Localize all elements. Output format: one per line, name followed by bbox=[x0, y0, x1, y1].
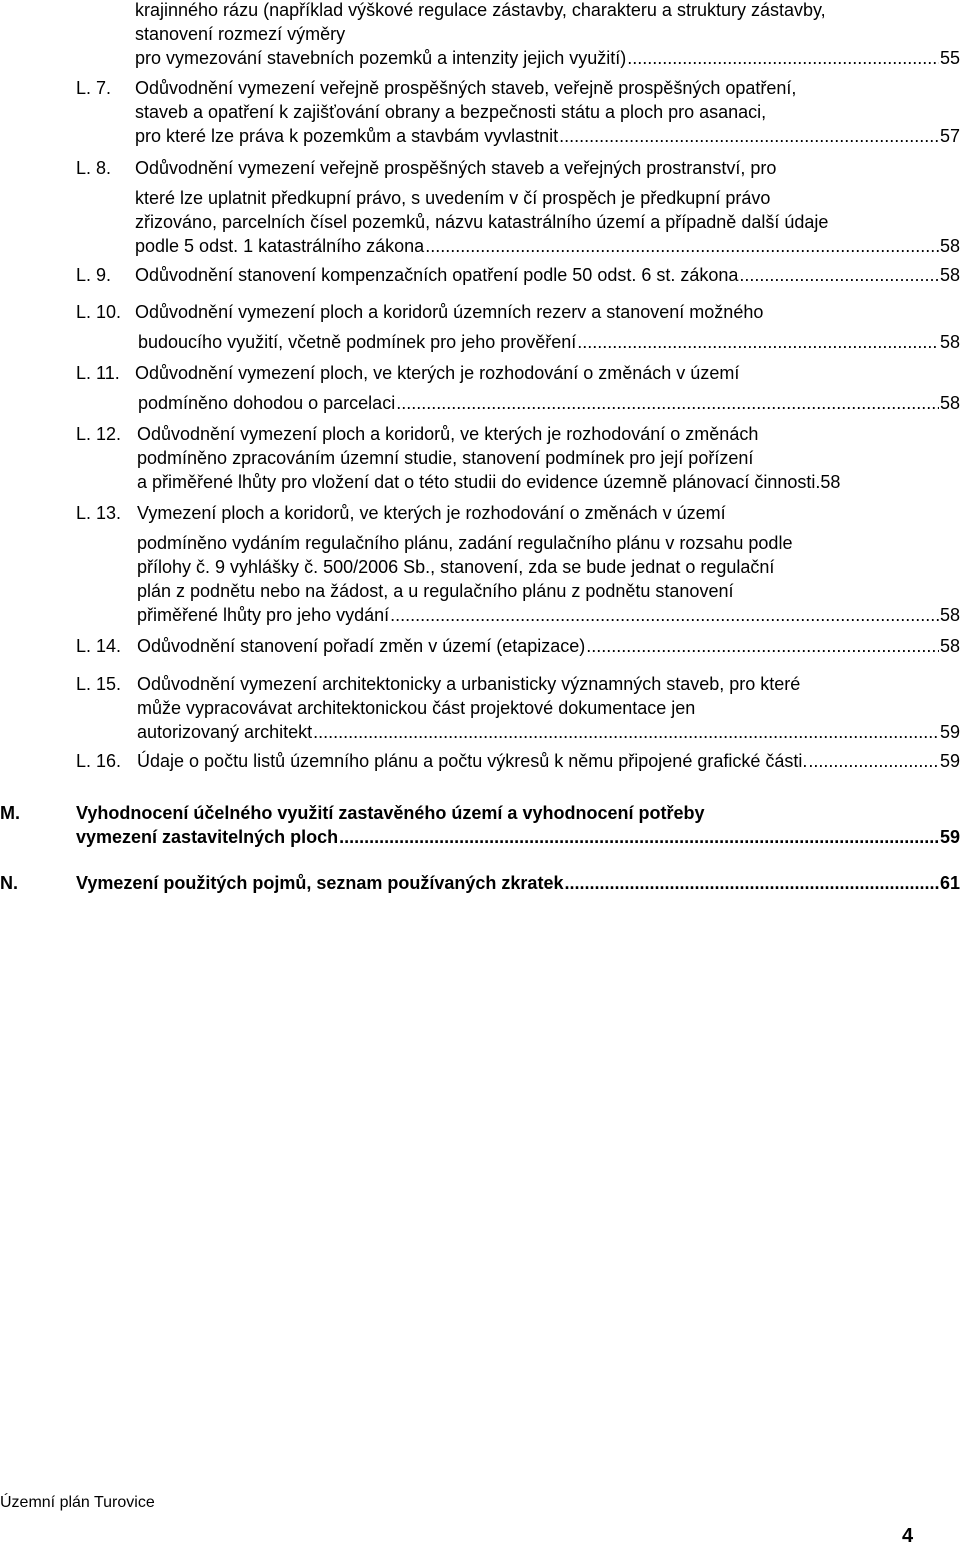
entry-number: L. 9. bbox=[76, 265, 112, 285]
page-number: 57 bbox=[939, 126, 960, 146]
toc-entry-text bbox=[135, 76, 960, 148]
section-text bbox=[76, 801, 960, 849]
entry-number: L. 13. bbox=[76, 503, 122, 523]
toc-line: zřizováno, parcelních čísel pozemků, názvu katastrálního území a případně další údaje bbox=[135, 212, 829, 232]
dot-leader bbox=[586, 634, 939, 658]
dot-leader bbox=[627, 46, 939, 70]
dot-leader bbox=[339, 825, 939, 849]
page-number: 55 bbox=[939, 48, 960, 68]
toc-line: Odůvodnění stanovení pořadí změn v území (etapizace) bbox=[137, 636, 586, 656]
toc-line: autorizovaný architekt bbox=[137, 722, 313, 742]
toc-line: Odůvodnění vymezení ploch, ve kterých je rozhodování o změnách v území bbox=[135, 363, 740, 383]
toc-line: které lze uplatnit předkupní právo, s uvedením v čí prospěch je předkupní právo bbox=[135, 188, 771, 208]
toc-entry-text bbox=[137, 422, 960, 494]
toc-entry-text bbox=[135, 300, 960, 354]
toc-entry-text bbox=[135, 263, 960, 287]
page-number: 58 bbox=[820, 472, 841, 492]
entry-number: L. 15. bbox=[76, 674, 122, 694]
dot-leader bbox=[808, 749, 939, 773]
page-number: 59 bbox=[939, 751, 960, 771]
toc-line: Údaje o počtu listů územního plánu a počtu výkresů k němu připojené grafické části. bbox=[137, 751, 808, 771]
section-letter: M. bbox=[0, 803, 20, 823]
footer-document-title: Územní plán Turovice bbox=[0, 1494, 155, 1511]
toc-line: podmíněno zpracováním územní studie, stanovení podmínek pro její pořízení bbox=[137, 448, 754, 468]
toc-line: Odůvodnění stanovení kompenzačních opatření podle 50 odst. 6 st. zákona bbox=[135, 265, 739, 285]
page-number: 58 bbox=[939, 605, 960, 625]
toc-entry-text bbox=[135, 361, 960, 415]
toc-entry-text bbox=[137, 672, 960, 744]
toc-line: budoucího využití, včetně podmínek pro jeho prověření bbox=[138, 332, 577, 352]
entry-number: L. 12. bbox=[76, 424, 122, 444]
entry-number: L. 11. bbox=[76, 363, 120, 383]
toc-entry-text bbox=[137, 634, 960, 658]
page-number: 61 bbox=[939, 873, 960, 893]
toc-line: přílohy č. 9 vyhlášky č. 500/2006 Sb., stanovení, zda se bude jednat o regulační bbox=[137, 557, 775, 577]
toc-line: a přiměřené lhůty pro vložení dat o této studii do evidence územně plánovací činnosti bbox=[137, 472, 816, 492]
footer-page-number: 4 bbox=[902, 1525, 914, 1547]
toc-line: staveb a opatření k zajišťování obrany a bezpečnosti státu a ploch pro asanaci, bbox=[135, 102, 767, 122]
toc-entry-text bbox=[135, 156, 960, 258]
entry-number: L. 7. bbox=[76, 78, 112, 98]
toc-line: Odůvodnění vymezení architektonicky a urbanisticky významných staveb, pro které bbox=[137, 674, 801, 694]
page-number: 59 bbox=[939, 827, 960, 847]
dot-leader bbox=[559, 124, 939, 148]
toc-line: krajinného rázu (například výškové regulace zástavby, charakteru a struktury zástavby, bbox=[135, 0, 826, 20]
section-line: Vyhodnocení účelného využití zastavěného území a vyhodnocení potřeby bbox=[76, 803, 705, 823]
page-number: 58 bbox=[939, 636, 960, 656]
toc-line: plán z podnětu nebo na žádost, a u regulačního plánu z podnětu stanovení bbox=[137, 581, 734, 601]
toc-line: Odůvodnění vymezení ploch a koridorů, ve kterých je rozhodování o změnách bbox=[137, 424, 759, 444]
toc-line: přiměřené lhůty pro jeho vydání bbox=[137, 605, 390, 625]
toc-entry-text bbox=[137, 749, 960, 773]
toc-line: pro vymezování stavebních pozemků a intenzity jejich využití) bbox=[135, 48, 627, 68]
dot-leader bbox=[564, 871, 939, 895]
page-number: 58 bbox=[939, 265, 960, 285]
toc-entry-text bbox=[137, 501, 960, 627]
page-number: 58 bbox=[939, 236, 960, 256]
dot-leader bbox=[396, 391, 939, 415]
toc-line: Odůvodnění vymezení veřejně prospěšných staveb, veřejně prospěšných opatření, bbox=[135, 78, 797, 98]
toc-line: podmíněno vydáním regulačního plánu, zadání regulačního plánu v rozsahu podle bbox=[137, 533, 793, 553]
toc-line: Odůvodnění vymezení veřejně prospěšných staveb a veřejných prostranství, pro bbox=[135, 158, 777, 178]
section-line: vymezení zastavitelných ploch bbox=[76, 827, 339, 847]
entry-number: L. 8. bbox=[76, 158, 112, 178]
toc-line: Vymezení ploch a koridorů, ve kterých je rozhodování o změnách v území bbox=[137, 503, 726, 523]
toc-line: podmíněno dohodou o parcelaci bbox=[138, 393, 396, 413]
toc-line: pro které lze práva k pozemkům a stavbám vyvlastnit bbox=[135, 126, 559, 146]
section-letter: N. bbox=[0, 873, 18, 893]
entry-number: L. 16. bbox=[76, 751, 122, 771]
page-number: 58 bbox=[939, 393, 960, 413]
toc-entry-text bbox=[135, 0, 960, 70]
toc-line: Odůvodnění vymezení ploch a koridorů územních rezerv a stanovení možného bbox=[135, 302, 764, 322]
page-number: . bbox=[815, 472, 821, 492]
dot-leader bbox=[390, 603, 939, 627]
section-line: Vymezení použitých pojmů, seznam používaných zkratek bbox=[76, 873, 564, 893]
dot-leader bbox=[739, 263, 939, 287]
dot-leader bbox=[313, 720, 939, 744]
toc-line: podle 5 odst. 1 katastrálního zákona bbox=[135, 236, 425, 256]
page-number: 59 bbox=[939, 722, 960, 742]
entry-number: L. 14. bbox=[76, 636, 122, 656]
dot-leader bbox=[577, 330, 939, 354]
toc-line: stanovení rozmezí výměry bbox=[135, 24, 346, 44]
dot-leader bbox=[425, 234, 939, 258]
section-text bbox=[76, 871, 960, 895]
page-number: 58 bbox=[939, 332, 960, 352]
toc-line: může vypracovávat architektonickou část projektové dokumentace jen bbox=[137, 698, 696, 718]
entry-number: L. 10. bbox=[76, 302, 122, 322]
